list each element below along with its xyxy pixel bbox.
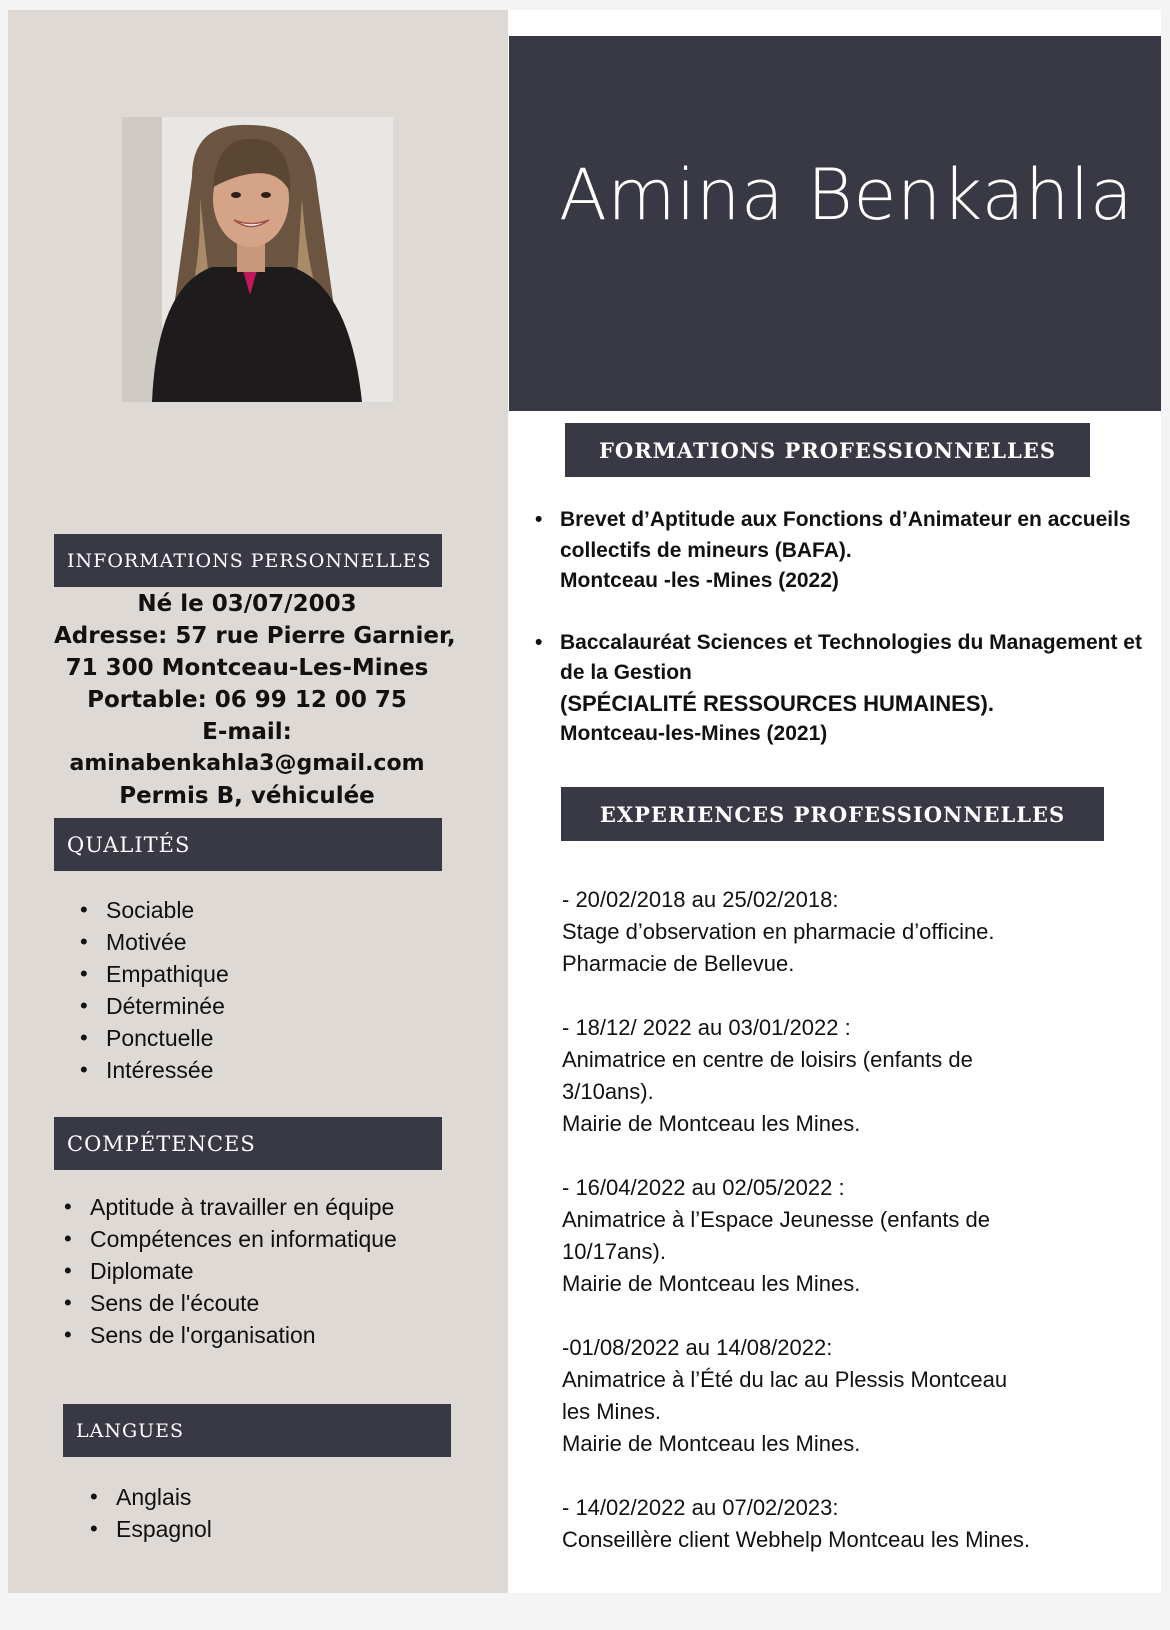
personal-info <box>54 588 456 812</box>
experience-dates: - 20/02/2018 au 25/02/2018: <box>562 887 839 912</box>
experience-item <box>562 884 1122 980</box>
education-title-cont: de la Gestion <box>560 661 692 684</box>
experience-role: Stage d’observation en pharmacie d’officine. <box>562 919 995 944</box>
experience-place: Mairie de Montceau les Mines. <box>562 1271 861 1296</box>
qualities-heading: QUALITÉS <box>54 818 442 871</box>
list-item: • Diplomate <box>64 1255 397 1287</box>
list-item: • Ponctuelle <box>80 1022 229 1054</box>
birth-date: Né le 03/07/2003 <box>137 591 357 617</box>
phone: Portable: 06 99 12 00 75 <box>87 687 407 713</box>
list-item: • Sens de l'écoute <box>64 1287 397 1319</box>
list-item: • Espagnol <box>90 1513 212 1545</box>
list-item: • Intéressée <box>80 1054 229 1086</box>
education-heading: FORMATIONS PROFESSIONNELLES <box>565 423 1090 477</box>
experience-dates: - 18/12/ 2022 au 03/01/2022 : <box>562 1015 851 1040</box>
address-line-1: Adresse: 57 rue Pierre Garnier, <box>54 623 456 649</box>
list-item: • Déterminée <box>80 990 229 1022</box>
list-item: • Aptitude à travailler en équipe <box>64 1191 397 1223</box>
experience-dates: -01/08/2022 au 14/08/2022: <box>562 1335 833 1360</box>
education-item <box>532 505 1147 597</box>
list-item: • Empathique <box>80 958 229 990</box>
experience-item <box>562 1332 1122 1460</box>
profile-photo <box>122 117 393 402</box>
personal-info-heading: INFORMATIONS PERSONNELLES <box>54 534 442 587</box>
experience-heading: EXPERIENCES PROFESSIONNELLES <box>561 787 1104 841</box>
education-location: Montceau -les -Mines (2022) <box>560 569 839 592</box>
education-title-cont: collectifs de mineurs (BAFA). <box>560 538 852 562</box>
experience-item <box>562 1172 1122 1300</box>
experience-role: Animatrice à l’Été du lac au Plessis Montceau <box>562 1367 1008 1392</box>
skills-list <box>64 1191 397 1351</box>
list-item: • Sens de l'organisation <box>64 1319 397 1351</box>
list-item: • Sociable <box>80 894 229 926</box>
education-list <box>532 505 1147 781</box>
experience-item <box>562 1492 1122 1556</box>
experience-list <box>562 884 1122 1588</box>
qualities-list <box>80 894 229 1086</box>
address-line-2: 71 300 Montceau-Les-Mines <box>65 655 429 681</box>
experience-role: Conseillère client Webhelp Montceau les Mines. <box>562 1527 1030 1552</box>
list-item: • Anglais <box>90 1481 212 1513</box>
education-specialty: (SPÉCIALITÉ RESSOURCES HUMAINES). <box>560 690 994 716</box>
candidate-name: Amina Benkahla <box>559 154 1134 236</box>
education-item <box>532 628 1147 750</box>
education-title: • Brevet d’Aptitude aux Fonctions d’Animateur en accueils <box>560 508 1131 531</box>
experience-role-cont: 10/17ans). <box>562 1239 666 1264</box>
email-address[interactable]: aminabenkahla3@gmail.com <box>69 751 425 776</box>
experience-place: Mairie de Montceau les Mines. <box>562 1431 861 1456</box>
experience-role: Animatrice en centre de loisirs (enfants de <box>562 1047 973 1072</box>
experience-place: Pharmacie de Bellevue. <box>562 951 795 976</box>
list-item: • Motivée <box>80 926 229 958</box>
skills-heading: COMPÉTENCES <box>54 1117 442 1170</box>
education-title: • Baccalauréat Sciences et Technologies du Management et <box>560 630 1142 654</box>
languages-heading: LANGUES <box>63 1404 451 1457</box>
experience-role: Animatrice à l’Espace Jeunesse (enfants de <box>562 1207 991 1232</box>
education-location: Montceau-les-Mines (2021) <box>560 722 828 745</box>
driving-licence: Permis B, véhiculée <box>119 783 375 809</box>
experience-dates: - 14/02/2022 au 07/02/2023: <box>562 1495 839 1520</box>
experience-place: Mairie de Montceau les Mines. <box>562 1111 861 1136</box>
experience-item <box>562 1012 1122 1140</box>
languages-list <box>90 1481 212 1545</box>
list-item: • Compétences en informatique <box>64 1223 397 1255</box>
name-banner <box>509 36 1161 411</box>
experience-role-cont: les Mines. <box>562 1399 662 1424</box>
experience-role-cont: 3/10ans). <box>562 1079 654 1104</box>
experience-dates: - 16/04/2022 au 02/05/2022 : <box>562 1175 845 1200</box>
email-label: E-mail: <box>202 719 292 745</box>
